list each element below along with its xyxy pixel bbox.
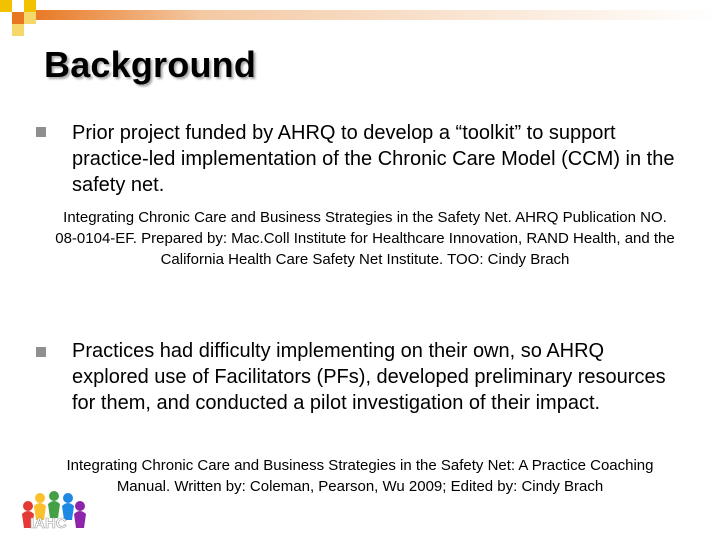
people-circle-logo-icon	[8, 488, 100, 538]
bullet-text: Prior project funded by AHRQ to develop a “toolkit” to support practice-led implementation of the Chronic Care Model (CCM) in the safety net.	[72, 122, 675, 196]
bullet-text: Practices had difficulty implementing on their own, so AHRQ explored use of Facilitators (PFs), developed preliminary resources for them, and conducted a pilot investigation of their impact.	[72, 340, 666, 414]
logo-text: IAHC	[30, 515, 67, 532]
citation-text: Integrating Chronic Care and Business Strategies in the Safety Net: A Practice Coaching Manual. Written by: Coleman, Pearson, Wu 2009; Edited by: Cindy Brach	[66, 457, 654, 495]
slide-title: Background	[44, 44, 257, 85]
square-bullet-icon	[36, 127, 46, 137]
header-decoration	[0, 0, 720, 50]
citation-text: Integrating Chronic Care and Business Strategies in the Safety Net. AHRQ Publication NO. 08-0104-EF. Prepared by: Mac.Coll Institute for Healthcare Innovation, RAND Health, and the California Health Care Safety Net Institute. TOO: Cindy Brach	[55, 209, 675, 268]
square-bullet-icon	[36, 347, 46, 357]
